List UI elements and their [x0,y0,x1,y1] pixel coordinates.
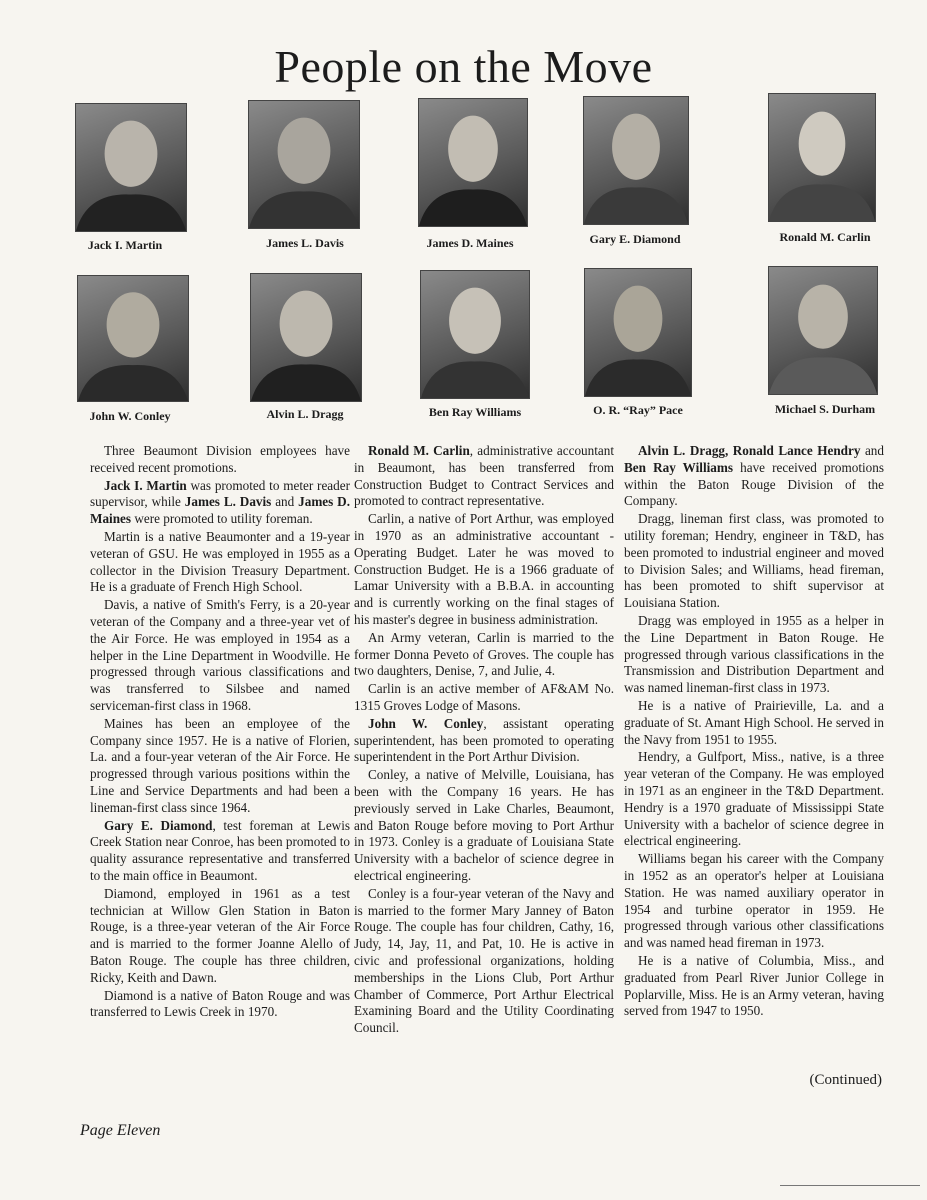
paragraph-text: , administrative accountant in Beaumont, has been transferred from Construction Budget to Contract Services and promoted to contract representative. [354,443,614,509]
person-name: John W. Conley [368,715,484,731]
person-name: James D. Maines [90,494,350,527]
paragraph-text: , test foreman at Lewis Creek Station near Conroe, has been promoted to quality assurance representative and transferred to the main office in Beaumont. [90,817,351,883]
person-caption: Ben Ray Williams [428,405,522,419]
paragraph: Martin is a native Beaumonter and a 19-year veteran of GSU. He was employed in 1955 as a collector in the Division Treasury Department. He is a graduate of French High School. [90,528,350,595]
person-name: Ben Ray Williams [624,459,734,475]
continued-label: (Continued) [809,1072,882,1088]
paragraph: Diamond, employed in 1961 as a test technician at Willow Glen Station in Baton Rouge, is a three-year veteran of the Air Force and is married to the former Joanne Alello of Baton Rouge. The couple has three children, Ricky, Keith and Dawn. [90,885,350,985]
portrait-photo [77,275,189,402]
paragraph: Carlin, a native of Port Arthur, was employed in 1970 as an administrative accountant - Operating Budget. Later he was moved to Construction Budget. He is a 1966 graduate of Lamar University with a B.B.A. in accounting and is currently working on the final stages of his master's degree in business administration. [354,511,614,627]
paragraph: Davis, a native of Smith's Ferry, is a 20-year veteran of the Company and a three-year vet of the Air Force. He was employed in 1954 as a helper in the Line Department in Woodville. He progressed through various classifications and was transferred to Silsbee and named serviceman-first class in 1968. [90,597,350,713]
paragraph-text: was promoted to meter reader supervisor, while [90,477,350,510]
paragraph: An Army veteran, Carlin is married to the former Donna Peveto of Groves. The couple has two daughters, Denise, 7, and Julie, 4. [354,629,614,679]
page-title: People on the Move [274,41,653,92]
article-column-3 [624,443,884,1021]
paragraph-text: and [860,443,884,458]
paragraph [354,716,614,766]
person-name: Ronald M. Carlin [368,443,470,458]
person-caption: Gary E. Diamond [589,232,681,246]
paragraph: Dragg, lineman first class, was promoted to utility foreman; Hendry, engineer in T&D, has been promoted to industrial engineer and moved to Division Sales; and Williams, head fireman, has been promoted to shift supervisor at Louisiana Station. [624,511,884,611]
person-caption: Michael S. Durham [774,402,876,416]
person-caption: James L. Davis [266,236,344,250]
paragraph-text: have received promotions within the Baton Rouge Division of the Company. [624,459,884,509]
portrait-photo [418,98,528,227]
paragraph: Conley, a native of Melville, Louisiana, has been with the Company 16 years. He has previously served in Lake Charles, Beaumont, and Baton Rouge before moving to Port Arthur in 1973. Conley is a graduate of Louisiana State University with a bachelor of science degree in electrical engineering. [354,767,614,883]
person-caption: Jack I. Martin [87,238,163,252]
person-name: Alvin L. Dragg, Ronald Lance Hendry [638,443,861,458]
paragraph: Dragg was employed in 1955 as a helper in the Line Department in Baton Rouge. He progressed through various classifications in the Transmission and Distribution Department and was named lineman-first class in 1973. [624,612,884,696]
paragraph: Conley is a four-year veteran of the Navy and is married to the former Mary Janney of Baton Rouge. The couple has four children, Cathy, 16, Judy, 14, Jay, 11, and Pat, 10. He is active in civic and professional organizations, holding memberships in the Lions Club, Port Arthur Chamber of Commerce, Port Arthur Electrical Examining Board and the Utility Coordinating Council. [354,885,614,1036]
article-column-2 [354,443,614,1038]
portrait-photo [75,103,187,232]
portrait-photo [248,100,360,229]
person-name: James L. Davis [184,494,272,510]
paragraph [624,443,884,510]
paragraph: Maines has been an employee of the Company since 1957. He is a native of Florien, La. and a four-year veteran of the Air Force. He progressed through various positions within the Line and Service Departments and had been a lineman-first class since 1964. [90,715,350,815]
paragraph: Three Beaumont Division employees have received recent promotions. [90,443,350,475]
person-caption: Alvin L. Dragg [266,407,344,421]
article-column-1 [90,443,350,1022]
portrait-photo [250,273,362,402]
person-caption: John W. Conley [89,409,171,423]
paragraph [90,478,350,528]
person-name: Gary E. Diamond [104,817,213,833]
person-caption: James D. Maines [426,236,514,250]
portrait-photo [583,96,689,225]
portrait-photo [420,270,530,399]
footer-rule [780,1185,920,1186]
portrait-photo [768,266,878,395]
person-caption: O. R. “Ray” Pace [593,403,683,417]
paragraph: He is a native of Columbia, Miss., and graduated from Pearl River Junior College in Poplarville, Miss. He is an Army veteran, having served from 1947 to 1950. [624,952,884,1019]
portrait-photo [584,268,692,397]
person-name: Jack I. Martin [104,477,187,493]
paragraph [354,443,614,510]
paragraph-text: and [271,494,299,510]
paragraph: He is a native of Prairieville, La. and a graduate of St. Amant High School. He served in the Navy from 1951 to 1955. [624,697,884,747]
paragraph: Carlin is an active member of AF&AM No. 1315 Groves Lodge of Masons. [354,681,614,713]
paragraph: Williams began his career with the Company in 1952 as an operator's helper at Louisiana Station. He was named auxiliary operator in 1954 and turbine operator in 1959. He progressed through various other classifications and was named head fireman in 1973. [624,851,884,951]
person-caption: Ronald M. Carlin [779,230,871,244]
paragraph-text: , assistant operating superintendent, has been promoted to operating superintendent in the Port Arthur Division. [354,715,614,765]
portrait-photo [768,93,876,222]
page-number: Page Eleven [80,1122,161,1139]
paragraph [90,818,350,885]
paragraph-text: were promoted to utility foreman. [131,511,313,527]
paragraph: Diamond is a native of Baton Rouge and was transferred to Lewis Creek in 1970. [90,987,350,1020]
paragraph: Hendry, a Gulfport, Miss., native, is a three year veteran of the Company. He was employed in 1971 as an engineer in the T&D Department. Hendry is a 1970 graduate of Mississippi State University with a bachelor of science degree in electrical engineering. [624,749,884,849]
